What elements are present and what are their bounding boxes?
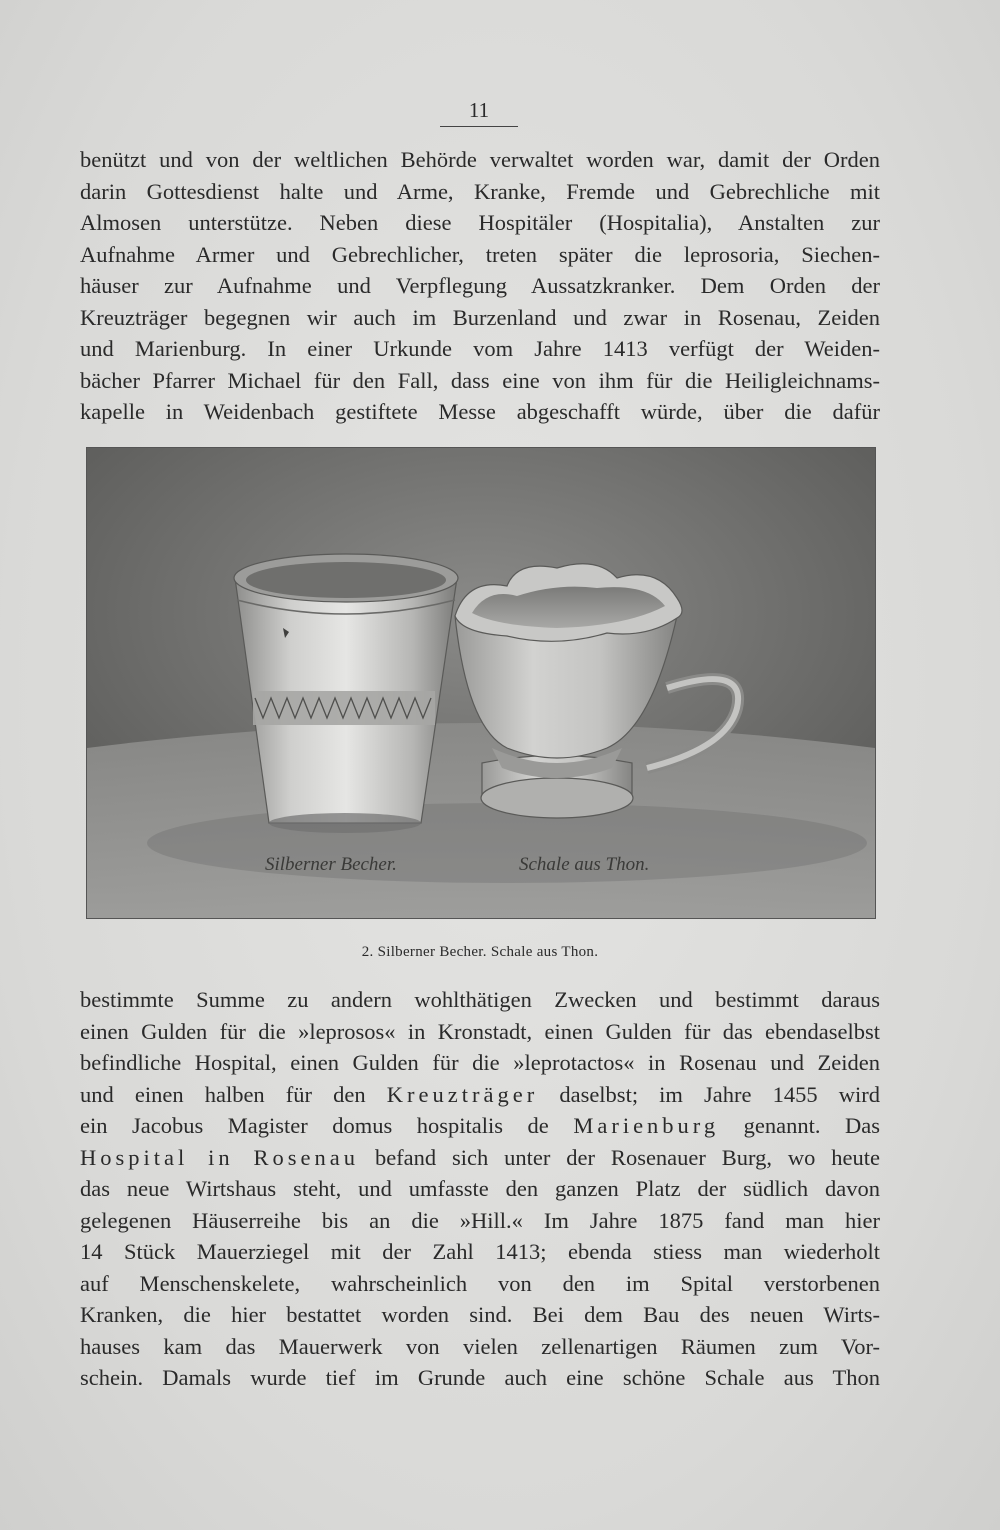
text-line: das neue Wirtshaus steht, und umfasste den ganzen Platz der südlich davon: [80, 1176, 880, 1201]
text-line: Kreuzträger begegnen wir auch im Burzenland und zwar in Rosenau, Zeiden: [80, 304, 880, 330]
text-segment: ein Jacobus Magister domus hospitalis de: [80, 1113, 549, 1138]
text-line: bestimmte Summe zu andern wohlthätigen Zwecken und bestimmt daraus: [80, 987, 880, 1012]
paragraph-top: [80, 144, 880, 428]
silver-cup: [234, 554, 458, 833]
text-line: [80, 1142, 880, 1174]
spaced-term: Hospital in Rosenau: [80, 1144, 360, 1170]
paragraph-bottom: [80, 984, 880, 1394]
page-number: 11: [440, 98, 518, 127]
figure-label-right: Schale aus Thon.: [519, 854, 650, 875]
text-line: Aufnahme Armer und Gebrechlicher, treten später die leprosoria, Siechen-: [80, 241, 880, 267]
illustration-cup-and-bowl: [87, 448, 875, 918]
text-line: einen Gulden für die »leprosos« in Kronstadt, einen Gulden für das ebendaselbst: [80, 1018, 880, 1044]
text-line: benützt und von der weltlichen Behörde verwaltet worden war, damit der Orden: [80, 147, 880, 172]
text-line: [80, 1079, 880, 1111]
text-segment: befand sich unter der Rosenauer Burg, wo heute: [374, 1144, 881, 1170]
text-segment: und einen halben für den: [80, 1081, 366, 1107]
spaced-term: Marienburg: [573, 1113, 720, 1138]
figure-label-left: Silberner Becher.: [265, 854, 397, 875]
text-line: 14 Stück Mauerziegel mit der Zahl 1413; ebenda stiess man wiederholt: [80, 1239, 880, 1264]
text-segment: daselbst; im Jahre 1455 wird: [559, 1081, 881, 1107]
text-line: Kranken, die hier bestattet worden sind. Bei dem Bau des neuen Wirts-: [80, 1302, 880, 1327]
figure-illustration: [86, 447, 876, 919]
text-line: und Marienburg. In einer Urkunde vom Jahre 1413 verfügt der Weiden-: [80, 336, 880, 361]
text-line: darin Gottesdienst halte und Arme, Kranke, Fremde und Gebrechliche mit: [80, 178, 880, 204]
text-line: kapelle in Weidenbach gestiftete Messe abgeschafft würde, über die dafür: [80, 399, 880, 424]
figure-caption: 2. Silberner Becher. Schale aus Thon.: [361, 944, 599, 960]
text-line: gelegenen Häuserreihe bis an die »Hill.« Im Jahre 1875 fand man hier: [80, 1207, 880, 1233]
text-segment: genannt. Das: [743, 1113, 881, 1138]
text-line: auf Menschenskelete, wahrscheinlich von den im Spital verstorbenen: [80, 1270, 880, 1296]
spaced-term: Kreuzträger: [386, 1081, 539, 1107]
text-line: hauses kam das Mauerwerk von vielen zellenartigen Räumen zum Vor-: [80, 1333, 880, 1359]
text-line: häuser zur Aufnahme und Verpflegung Aussatzkranker. Dem Orden der: [80, 273, 880, 298]
text-line: Almosen unterstütze. Neben diese Hospitäler (Hospitalia), Anstalten zur: [80, 210, 880, 235]
text-line: befindliche Hospital, einen Gulden für die »leprotactos« in Rosenau und Zeiden: [80, 1050, 880, 1075]
text-line: bächer Pfarrer Michael für den Fall, dass eine von ihm für die Heiligleichnams-: [80, 367, 880, 393]
text-line: schein. Damals wurde tief im Grunde auch eine schöne Schale aus Thon: [80, 1365, 880, 1390]
text-line: [80, 1110, 880, 1142]
